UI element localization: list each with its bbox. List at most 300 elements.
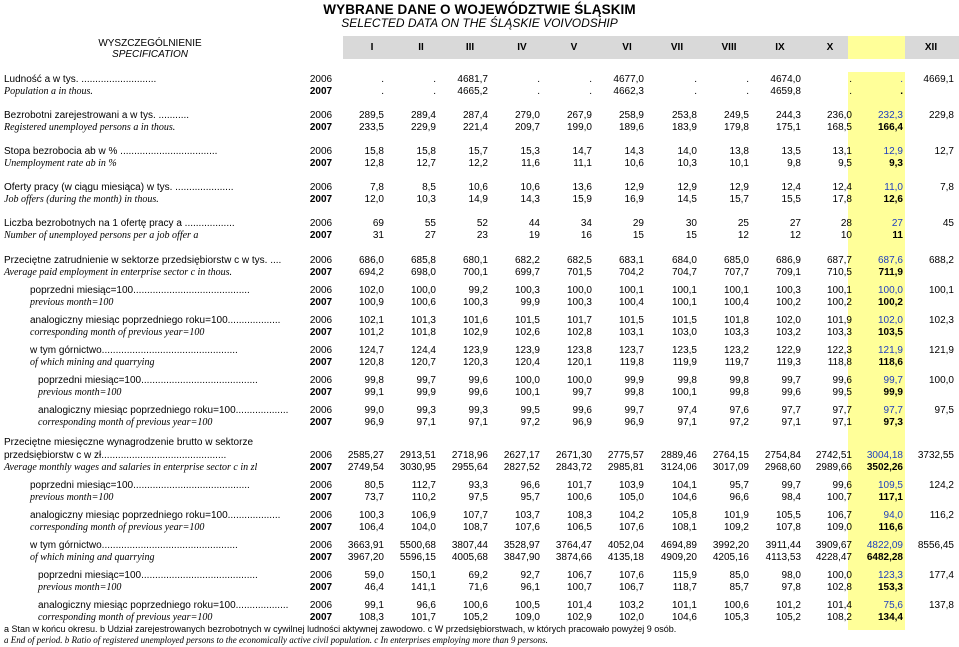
table-cell: 183,9 xyxy=(671,122,697,133)
table-cell: 233,5 xyxy=(358,122,384,133)
table-cell: 13,5 xyxy=(781,146,801,157)
table-cell: 2749,54 xyxy=(347,462,384,473)
table-cell: 100,3 xyxy=(358,510,384,521)
table-cell: 99,7 xyxy=(416,375,436,386)
row-year: 2007 xyxy=(309,417,333,428)
table-cell: 289,4 xyxy=(410,110,436,121)
table-cell: 15,7 xyxy=(468,146,488,157)
row-label: Oferty pracy (w ciągu miesiąca) w tys. ..................... xyxy=(4,182,234,193)
table-cell: 100,3 xyxy=(514,285,540,296)
row-year: 2007 xyxy=(309,357,333,368)
table-cell: 30 xyxy=(685,218,697,229)
table-cell: 7,8 xyxy=(370,182,384,193)
row-year: 2006 xyxy=(309,146,333,157)
table-cell: 686,0 xyxy=(358,255,384,266)
page-subtitle: SELECTED DATA ON THE ŚLĄSKIE VOIVODSHIP xyxy=(341,16,618,30)
row-label: analogiczny miesiąc poprzedniego roku=100................... xyxy=(38,405,289,416)
row-year: 2007 xyxy=(309,582,333,593)
table-cell: 11,0 xyxy=(884,182,903,193)
table-cell: 15 xyxy=(685,230,697,241)
table-cell: 141,1 xyxy=(410,582,436,593)
table-cell: 97,5 xyxy=(934,405,954,416)
table-cell: 2955,64 xyxy=(451,462,488,473)
table-cell: 105,2 xyxy=(462,612,488,623)
table-cell: 137,8 xyxy=(928,600,954,611)
table-cell: 10,6 xyxy=(624,158,644,169)
table-cell: 698,0 xyxy=(410,267,436,278)
table-cell: 12,2 xyxy=(468,158,488,169)
table-cell: 100,3 xyxy=(566,297,592,308)
specification-label-en: SPECIFICATION xyxy=(112,49,188,60)
table-cell: 97,7 xyxy=(781,405,801,416)
table-cell: 684,0 xyxy=(671,255,697,266)
table-cell: 99,1 xyxy=(364,387,384,398)
table-cell: 11 xyxy=(892,230,903,241)
table-cell: 103,3 xyxy=(826,327,852,338)
table-cell: 52 xyxy=(476,218,488,229)
table-cell: 100,1 xyxy=(671,285,697,296)
table-cell: 92,7 xyxy=(520,570,540,581)
table-cell: 4659,8 xyxy=(770,86,801,97)
table-cell: 80,5 xyxy=(364,480,384,491)
table-cell: 100,7 xyxy=(826,492,852,503)
table-cell: . xyxy=(900,86,903,97)
table-cell: . xyxy=(900,74,903,85)
table-cell: 229,8 xyxy=(928,110,954,121)
table-cell: 99,2 xyxy=(468,285,488,296)
table-cell: 106,7 xyxy=(826,510,852,521)
table-cell: 258,9 xyxy=(618,110,644,121)
table-cell: 99,8 xyxy=(677,375,697,386)
table-cell: 2742,51 xyxy=(815,450,852,461)
table-cell: 69 xyxy=(372,218,384,229)
row-year: 2007 xyxy=(309,267,333,278)
table-cell: 100,3 xyxy=(462,297,488,308)
table-row xyxy=(0,297,959,309)
table-cell: 118,8 xyxy=(827,357,852,368)
table-cell: 4113,53 xyxy=(765,552,801,563)
row-year: 2006 xyxy=(309,74,333,85)
table-row xyxy=(0,182,959,194)
table-cell: 100,6 xyxy=(462,600,488,611)
table-cell: 103,0 xyxy=(671,327,697,338)
table-cell: 100,6 xyxy=(566,492,592,503)
table-cell: 4005,68 xyxy=(451,552,488,563)
row-year: 2006 xyxy=(309,375,333,386)
table-cell: 103,3 xyxy=(723,327,749,338)
table-row xyxy=(0,450,959,462)
table-cell: 97,1 xyxy=(468,417,488,428)
table-cell: 45 xyxy=(942,218,954,229)
row-label: Ludność a w tys. ........................... xyxy=(4,74,157,85)
table-row xyxy=(0,255,959,267)
row-label: previous month=100 xyxy=(30,297,114,308)
row-label: poprzedni miesiąc=100.......................................... xyxy=(38,570,258,581)
table-cell: 710,5 xyxy=(826,267,852,278)
table-cell: 99,3 xyxy=(468,405,488,416)
table-cell: 69,2 xyxy=(468,570,488,581)
row-year: 2006 xyxy=(309,218,333,229)
table-cell: 97,6 xyxy=(729,405,749,416)
table-cell: 15,5 xyxy=(781,194,801,205)
table-cell: 99,6 xyxy=(468,375,488,386)
table-cell: 99,8 xyxy=(729,387,749,398)
table-cell: 17,8 xyxy=(832,194,852,205)
table-cell: 682,5 xyxy=(566,255,592,266)
table-cell: 15,8 xyxy=(416,146,436,157)
table-cell: 13,8 xyxy=(729,146,749,157)
table-row xyxy=(0,405,959,417)
table-cell: 99,7 xyxy=(781,480,801,491)
table-row xyxy=(0,437,959,449)
table-cell: 12,7 xyxy=(416,158,436,169)
table-cell: 104,6 xyxy=(671,492,697,503)
table-cell: 153,3 xyxy=(877,582,903,593)
table-row xyxy=(0,74,959,86)
table-row xyxy=(0,122,959,134)
table-cell: 100,0 xyxy=(514,375,540,386)
table-cell: 120,1 xyxy=(566,357,592,368)
row-label: corresponding month of previous year=100 xyxy=(30,522,205,533)
table-cell: 105,5 xyxy=(775,510,801,521)
table-cell: 101,7 xyxy=(566,480,592,491)
table-cell: 707,7 xyxy=(723,267,749,278)
row-label: Bezrobotni zarejestrowani a w tys. ........... xyxy=(4,110,190,121)
table-cell: 34 xyxy=(580,218,592,229)
table-cell: 102,1 xyxy=(358,315,384,326)
highlight-header-cell xyxy=(848,36,905,59)
row-label: Przeciętne miesięczne wynagrodzenie brutto w sektorze xyxy=(4,437,254,448)
row-label: w tym górnictwo................................................. xyxy=(30,345,238,356)
table-cell: 106,5 xyxy=(566,522,592,533)
table-cell: 249,5 xyxy=(723,110,749,121)
table-cell: 97,1 xyxy=(832,417,852,428)
table-cell: 704,7 xyxy=(671,267,697,278)
table-cell: 101,8 xyxy=(723,315,749,326)
table-cell: 97,7 xyxy=(883,405,903,416)
table-cell: 23 xyxy=(476,230,488,241)
table-cell: 12 xyxy=(789,230,801,241)
table-cell: 93,3 xyxy=(468,480,488,491)
table-cell: 100,9 xyxy=(358,297,384,308)
table-cell: 10 xyxy=(840,230,852,241)
table-cell: 101,8 xyxy=(410,327,436,338)
row-label: Average monthly wages and salaries in enterprise sector c in zl xyxy=(4,462,258,473)
table-cell: 107,6 xyxy=(618,522,644,533)
table-cell: . xyxy=(746,74,749,85)
table-cell: 96,9 xyxy=(572,417,592,428)
table-cell: 120,8 xyxy=(358,357,384,368)
table-cell: 2627,17 xyxy=(503,450,540,461)
table-cell: 253,8 xyxy=(671,110,697,121)
table-cell: 279,0 xyxy=(514,110,540,121)
table-cell: 14,0 xyxy=(677,146,697,157)
row-year: 2006 xyxy=(309,285,333,296)
table-cell: 106,7 xyxy=(566,570,592,581)
table-cell: 8,5 xyxy=(422,182,436,193)
table-cell: 104,6 xyxy=(671,612,697,623)
month-header-VIII: VIII xyxy=(721,42,737,53)
table-cell: 122,3 xyxy=(826,345,852,356)
table-cell: 232,3 xyxy=(877,110,903,121)
table-cell: 28 xyxy=(840,218,852,229)
table-cell: 96,6 xyxy=(729,492,749,503)
table-cell: 4135,18 xyxy=(607,552,644,563)
table-cell: 683,1 xyxy=(618,255,644,266)
table-cell: 102,6 xyxy=(514,327,540,338)
table-cell: 100,1 xyxy=(618,285,644,296)
table-cell: 103,2 xyxy=(775,327,801,338)
table-cell: 108,1 xyxy=(671,522,697,533)
table-cell: 99,9 xyxy=(624,375,644,386)
table-cell: 699,7 xyxy=(514,267,540,278)
table-cell: . xyxy=(589,86,592,97)
row-year: 2007 xyxy=(309,327,333,338)
table-cell: 123,9 xyxy=(514,345,540,356)
table-cell: 209,7 xyxy=(514,122,540,133)
table-cell: 4662,3 xyxy=(613,86,644,97)
row-year: 2007 xyxy=(309,387,333,398)
table-row xyxy=(0,522,959,534)
table-cell: 10,1 xyxy=(729,158,749,169)
table-cell: 109,0 xyxy=(514,612,540,623)
row-label: poprzedni miesiąc=100.......................................... xyxy=(30,285,250,296)
table-cell: 100,0 xyxy=(877,285,903,296)
table-cell: 75,6 xyxy=(883,600,903,611)
month-header-VI: VI xyxy=(622,42,632,53)
table-cell: 100,4 xyxy=(723,297,749,308)
table-cell: 102,8 xyxy=(566,327,592,338)
table-cell: . xyxy=(381,86,384,97)
specification-header xyxy=(0,38,300,60)
table-cell: 100,1 xyxy=(723,285,749,296)
table-cell: 15 xyxy=(632,230,644,241)
table-cell: 12,9 xyxy=(624,182,644,193)
table-cell: 104,0 xyxy=(410,522,436,533)
table-row xyxy=(0,146,959,158)
table-cell: 99,5 xyxy=(520,405,540,416)
table-cell: 44 xyxy=(528,218,540,229)
table-cell: 13,1 xyxy=(832,146,852,157)
row-year: 2007 xyxy=(309,522,333,533)
table-cell: 101,7 xyxy=(410,612,436,623)
table-cell: 109,2 xyxy=(723,522,749,533)
table-cell: 124,2 xyxy=(928,480,954,491)
table-cell: . xyxy=(433,74,436,85)
row-label: Liczba bezrobotnych na 1 ofertę pracy a .................. xyxy=(4,218,235,229)
table-row xyxy=(0,357,959,369)
table-cell: 4822,09 xyxy=(866,540,903,551)
table-cell: 3030,95 xyxy=(399,462,436,473)
table-cell: 103,7 xyxy=(514,510,540,521)
table-cell: 119,8 xyxy=(619,357,644,368)
table-cell: 99,9 xyxy=(520,297,540,308)
table-cell: 96,1 xyxy=(520,582,540,593)
table-cell: 115,9 xyxy=(672,570,697,581)
table-cell: 2718,96 xyxy=(451,450,488,461)
table-cell: 102,0 xyxy=(775,315,801,326)
table-cell: 105,2 xyxy=(775,612,801,623)
row-label: w tym górnictwo................................................. xyxy=(30,540,238,551)
table-cell: 15,3 xyxy=(520,146,540,157)
table-cell: 15,8 xyxy=(364,146,384,157)
table-cell: 103,9 xyxy=(618,480,644,491)
table-cell: 2764,15 xyxy=(712,450,749,461)
table-cell: 96,9 xyxy=(624,417,644,428)
table-cell: 99,3 xyxy=(416,405,436,416)
table-cell: 199,0 xyxy=(566,122,592,133)
table-cell: 701,5 xyxy=(566,267,592,278)
row-label: analogiczny miesiąc poprzedniego roku=100................... xyxy=(30,510,281,521)
table-cell: 2968,60 xyxy=(764,462,801,473)
table-cell: 97,7 xyxy=(832,405,852,416)
table-cell: 2775,57 xyxy=(607,450,644,461)
table-cell: 100,1 xyxy=(671,387,697,398)
table-cell: 99,6 xyxy=(832,480,852,491)
table-cell: 123,7 xyxy=(618,345,644,356)
table-cell: 105,0 xyxy=(618,492,644,503)
table-cell: 4228,47 xyxy=(815,552,852,563)
table-cell: 12,4 xyxy=(781,182,801,193)
table-cell: 101,3 xyxy=(410,315,436,326)
table-cell: 119,3 xyxy=(776,357,801,368)
row-year: 2006 xyxy=(309,255,333,266)
table-row xyxy=(0,552,959,564)
table-cell: 3004,18 xyxy=(866,450,903,461)
table-cell: 688,2 xyxy=(928,255,954,266)
table-cell: 5500,68 xyxy=(399,540,436,551)
footnote-en: a End of period. b Ratio of registered unemployed persons to the economically active civil population. c In enterprises employing more than 9 persons. xyxy=(4,635,548,645)
table-cell: 107,6 xyxy=(618,570,644,581)
table-row xyxy=(0,267,959,279)
table-cell: 100,2 xyxy=(826,297,852,308)
table-cell: 100,1 xyxy=(514,387,540,398)
row-year: 2007 xyxy=(309,230,333,241)
table-cell: 3911,44 xyxy=(765,540,801,551)
table-cell: 117,1 xyxy=(878,492,903,503)
table-cell: 99,8 xyxy=(624,387,644,398)
table-cell: . xyxy=(537,74,540,85)
table-cell: 244,3 xyxy=(775,110,801,121)
table-cell: 709,1 xyxy=(775,267,801,278)
table-cell: 12,9 xyxy=(883,146,903,157)
table-cell: 9,8 xyxy=(787,158,801,169)
table-cell: 71,6 xyxy=(468,582,488,593)
table-cell: 686,9 xyxy=(775,255,801,266)
table-cell: 107,6 xyxy=(514,522,540,533)
row-year: 2006 xyxy=(309,480,333,491)
table-cell: . xyxy=(694,74,697,85)
table-cell: 4909,20 xyxy=(660,552,697,563)
table-cell: 189,6 xyxy=(618,122,644,133)
table-cell: 100,0 xyxy=(928,375,954,386)
table-cell: 27 xyxy=(891,218,903,229)
table-row xyxy=(0,110,959,122)
table-cell: 108,2 xyxy=(826,612,852,623)
table-row xyxy=(0,462,959,474)
table-cell: 711,9 xyxy=(878,267,903,278)
table-cell: 4205,16 xyxy=(712,552,749,563)
table-cell: 15,7 xyxy=(729,194,749,205)
table-cell: 4694,89 xyxy=(660,540,697,551)
table-cell: . xyxy=(849,86,852,97)
table-cell: 100,2 xyxy=(775,297,801,308)
table-cell: 100,0 xyxy=(566,285,592,296)
table-cell: 704,2 xyxy=(618,267,644,278)
table-cell: 12 xyxy=(737,230,749,241)
table-cell: 99,8 xyxy=(364,375,384,386)
row-year: 2006 xyxy=(309,110,333,121)
table-cell: 6482,28 xyxy=(866,552,903,563)
table-cell: 59,0 xyxy=(364,570,384,581)
table-cell: 16 xyxy=(580,230,592,241)
table-cell: 101,2 xyxy=(775,600,801,611)
table-cell: 106,4 xyxy=(358,522,384,533)
table-cell: 12,6 xyxy=(883,194,903,205)
table-cell: 12,7 xyxy=(934,146,954,157)
table-cell: 96,9 xyxy=(364,417,384,428)
table-cell: 109,0 xyxy=(826,522,852,533)
table-cell: 4052,04 xyxy=(607,540,644,551)
table-row xyxy=(0,582,959,594)
table-cell: 99,6 xyxy=(468,387,488,398)
row-year: 2007 xyxy=(309,552,333,563)
table-cell: 116,6 xyxy=(878,522,903,533)
specification-label-pl: WYSZCZEGÓLNIENIE xyxy=(98,38,202,49)
table-cell: 103,2 xyxy=(618,600,644,611)
table-cell: 99,9 xyxy=(883,387,903,398)
row-year: 2006 xyxy=(309,600,333,611)
table-row xyxy=(0,417,959,429)
table-row xyxy=(0,315,959,327)
table-cell: 5596,15 xyxy=(399,552,436,563)
table-cell: 221,4 xyxy=(462,122,488,133)
month-header-II: II xyxy=(418,42,424,53)
page-title: WYBRANE DANE O WOJEWÓDZTWIE ŚLĄSKIM xyxy=(323,2,636,17)
table-cell: 3967,20 xyxy=(347,552,384,563)
table-cell: . xyxy=(433,86,436,97)
row-label: poprzedni miesiąc=100.......................................... xyxy=(38,375,258,386)
table-cell: 123,3 xyxy=(877,570,903,581)
table-cell: 150,1 xyxy=(410,570,436,581)
table-row xyxy=(0,327,959,339)
table-cell: 12,8 xyxy=(364,158,384,169)
table-cell: 97,8 xyxy=(781,582,801,593)
row-year: 2007 xyxy=(309,158,333,169)
row-label: przedsiębiorstw c w zł............................................. xyxy=(4,450,227,461)
table-cell: 682,2 xyxy=(514,255,540,266)
table-cell: 99,9 xyxy=(416,387,436,398)
table-cell: 9,3 xyxy=(889,158,903,169)
table-cell: 120,7 xyxy=(410,357,436,368)
table-cell: 109,5 xyxy=(877,480,903,491)
row-label: analogiczny miesiąc poprzedniego roku=100................... xyxy=(30,315,281,326)
table-cell: 2889,46 xyxy=(660,450,697,461)
table-cell: 99,7 xyxy=(883,375,903,386)
table-cell: 289,5 xyxy=(358,110,384,121)
table-cell: 112,7 xyxy=(411,480,436,491)
table-cell: 106,9 xyxy=(410,510,436,521)
table-cell: 3764,47 xyxy=(555,540,592,551)
row-label: Przeciętne zatrudnienie w sektorze przedsiębiorstw c w tys. .... xyxy=(4,255,282,266)
table-cell: 110,2 xyxy=(411,492,436,503)
table-cell: 4681,7 xyxy=(457,74,488,85)
table-cell: 95,7 xyxy=(729,480,749,491)
month-header-III: III xyxy=(465,42,475,53)
row-year: 2007 xyxy=(309,122,333,133)
table-cell: 100,4 xyxy=(618,297,644,308)
table-cell: 14,3 xyxy=(520,194,540,205)
